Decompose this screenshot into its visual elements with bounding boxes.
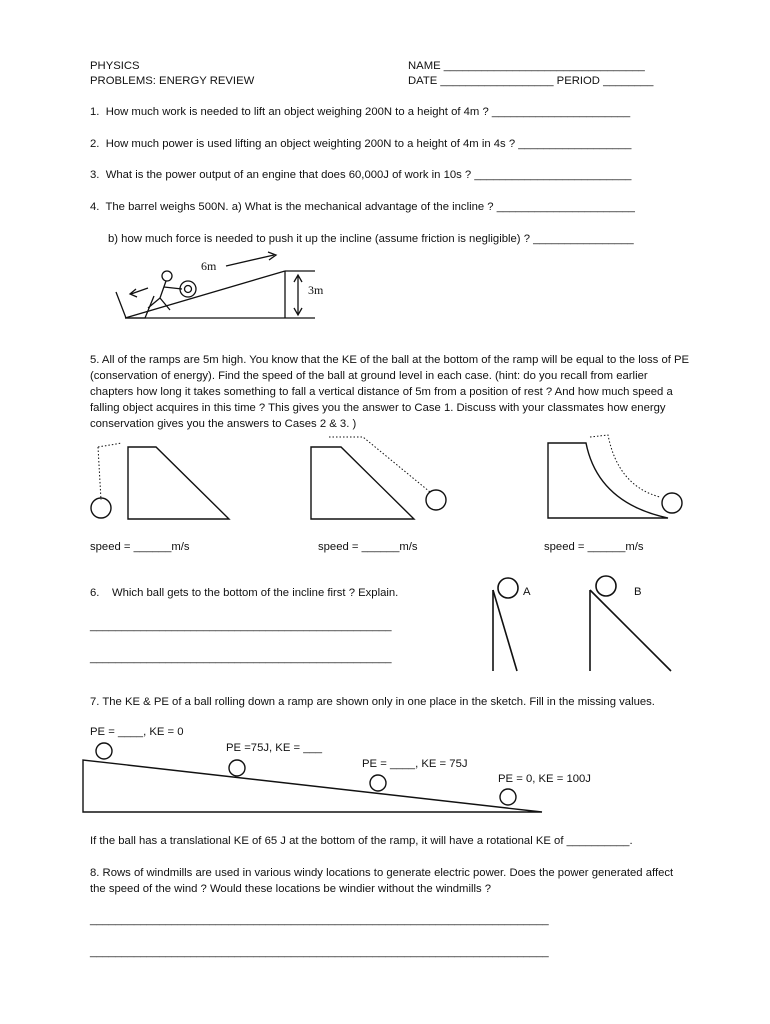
ball-a xyxy=(498,578,518,598)
answer-line-6a[interactable]: ________________________________________________ xyxy=(90,620,392,632)
ramp-ball-1 xyxy=(96,743,112,759)
barrel-icon xyxy=(180,281,196,297)
slope-length-label: 6m xyxy=(201,259,217,273)
question-5: 5. All of the ramps are 5m high. You know that the KE of the ball at the bottom of the ramp will be equal to the loss of PE (conservation of energy). Find the speed of the ball at ground level in each case. (hint: do you recall from earlier chapters how long it takes something to fall a vertical distance of 5m from a position of rest ? And how much speed a falling object acquires in this time ? This gives you the answer to Case 1. Discuss with your classmates how energy conservation gives you the answers to Cases 2 & 3. ) xyxy=(90,354,690,430)
ramp-case-3 xyxy=(548,443,668,518)
energy-point-4[interactable]: PE = 0, KE = 100J xyxy=(498,773,591,785)
speed-answer-3[interactable]: speed = ______m/s xyxy=(544,541,644,553)
ball-b xyxy=(596,576,616,596)
incline-surface-line xyxy=(125,271,285,318)
energy-point-2[interactable]: PE =75J, KE = ___ xyxy=(226,742,323,754)
name-field[interactable]: NAME ________________________________ xyxy=(408,60,645,72)
question-6: 6. Which ball gets to the bottom of the incline first ? Explain. xyxy=(90,587,399,599)
person-icon xyxy=(162,271,172,281)
ball-case-1 xyxy=(91,498,111,518)
ramp-ball-4 xyxy=(500,789,516,805)
worksheet-title: PROBLEMS: ENERGY REVIEW xyxy=(90,75,255,87)
question-4b: b) how much force is needed to push it up the incline (assume friction is negligible) ? ________________ xyxy=(108,233,634,245)
question-8: 8. Rows of windmills are used in various windy locations to generate electric power. Does the power generated affect the speed of the wind ? Would these locations be windier without the windmills ? xyxy=(90,867,674,895)
ball-case-2 xyxy=(426,490,446,510)
question-1: 1. How much work is needed to lift an object weighing 200N to a height of 4m ? ______________________ xyxy=(90,106,631,118)
ramp-case-2 xyxy=(311,447,414,519)
height-label: 3m xyxy=(308,283,324,297)
answer-line-6b[interactable]: ________________________________________________ xyxy=(90,652,392,664)
label-b: B xyxy=(634,586,642,598)
ramp-case-1 xyxy=(128,447,229,519)
question-7-followup: If the ball has a translational KE of 65 J at the bottom of the ramp, it will have a rotational KE of __________. xyxy=(90,835,633,847)
question-2: 2. How much power is used lifting an object weighting 200N to a height of 4m in 4s ? __________________ xyxy=(90,138,632,150)
bucket-icon xyxy=(116,292,154,318)
label-a: A xyxy=(523,586,531,598)
question-7: 7. The KE & PE of a ball rolling down a ramp are shown only in one place in the sketch. Fill in the missing values. xyxy=(90,696,655,708)
subject-label: PHYSICS xyxy=(90,60,140,72)
energy-point-1[interactable]: PE = ____, KE = 0 xyxy=(90,726,184,738)
date-period-field[interactable]: DATE __________________ PERIOD ________ xyxy=(408,75,654,87)
slope-arrow xyxy=(226,255,274,266)
energy-point-3[interactable]: PE = ____, KE = 75J xyxy=(362,758,468,770)
speed-answer-2[interactable]: speed = ______m/s xyxy=(318,541,418,553)
incline-b-slope xyxy=(590,590,671,671)
ramp-ball-2 xyxy=(229,760,245,776)
incline-a-slope xyxy=(493,590,517,671)
question-4a: 4. The barrel weighs 500N. a) What is the mechanical advantage of the incline ? ______________________ xyxy=(90,201,635,213)
speed-answer-1[interactable]: speed = ______m/s xyxy=(90,541,190,553)
long-ramp xyxy=(83,760,542,812)
answer-line-8b[interactable]: _________________________________________________________________________ xyxy=(90,946,549,958)
ramp-ball-3 xyxy=(370,775,386,791)
ball-case-3 xyxy=(662,493,682,513)
question-3: 3. What is the power output of an engine that does 60,000J of work in 10s ? _________________________ xyxy=(90,169,632,181)
answer-line-8a[interactable]: _________________________________________________________________________ xyxy=(90,914,549,926)
